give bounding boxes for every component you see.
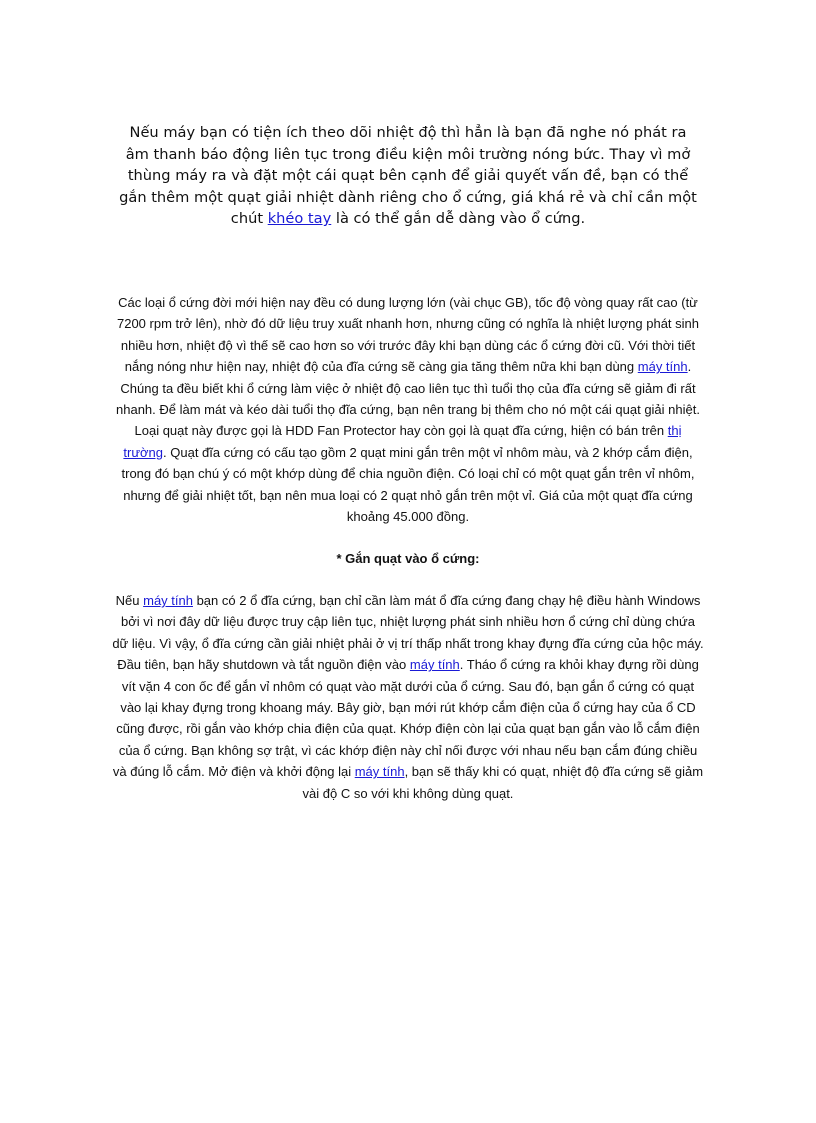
para1-text-3: . Quạt đĩa cứng có cấu tạo gồm 2 quạt mini gắn trên một vỉ nhôm màu, và 2 khớp cắm điện, trong đó bạn chú ý có một khớp dùng để chia nguồn điện. Có loại chỉ có một quạt gắn trên vỉ nhôm, nhưng để giải nhiệt tốt, bạn nên mua loại có 2 quạt nhỏ gắn trên một vỉ. Giá của một quạt đĩa cứng khoảng 45.000 đồng. [121, 444, 695, 525]
paragraph-install-fan [112, 590, 704, 804]
link-kheo-tay[interactable]: khéo tay [267, 210, 332, 227]
para2-text-1: Nếu [115, 593, 144, 608]
para2-text-3: . Tháo ổ cứng ra khỏi khay đựng rồi dùng vít vặn 4 con ốc để gắn vỉ nhôm có quạt vào mặt dưới của ổ cứng. Sau đó, bạn gắn ổ cứng có quạt vào lại khay đựng trong khoang máy. Bây giờ, bạn mới rút khớp cắm điện của ổ cứng hay của ổ CD cũng được, rồi gắn vào khớp chia điện của quạt. Khớp điện còn lại của quạt bạn gắn vào lỗ cắm điện của ổ cứng. Bạn không sợ trật, vì các khớp điện này chỉ nối được với nhau nếu bạn cắm đúng chiều và đúng lỗ cắm. Mở điện và khởi động lại [112, 657, 700, 780]
link-may-tinh[interactable]: máy tính [354, 764, 405, 780]
paragraph-hdd-heat [112, 292, 704, 527]
intro-text-2: là có thể gắn dễ dàng vào ổ cứng. [331, 210, 586, 227]
para1-text-1: Các loại ổ cứng đời mới hiện nay đều có dung lượng lớn (vài chục GB), tốc độ vòng quay rất cao (từ 7200 rpm trở lên), nhờ đó dữ liệu truy xuất nhanh hơn, nhưng cũng có nghĩa là nhiệt lượng phát sinh nhiều hơn, nhiệt độ vì thế sẽ cao hơn so với trước đây khi bạn dùng các ổ cứng đời cũ. Với thời tiết nắng nóng như hiện nay, nhiệt độ của đĩa cứng sẽ càng gia tăng thêm nữa khi bạn dùng [116, 295, 699, 375]
intro-paragraph [118, 122, 698, 230]
para2-text-2: bạn có 2 ổ đĩa cứng, bạn chỉ cần làm mát ổ đĩa cứng đang chạy hệ điều hành Windows bởi vì nơi đây dữ liệu được truy cập liên tục, nhiệt lượng phát sinh nhiều hơn ổ cứng chỉ dùng chứa dữ liệu. Vì vậy, ổ đĩa cứng cần giải nhiệt phải ở vị trí thấp nhất trong khay đựng đĩa cứng của hộc máy. Đầu tiên, bạn hãy shutdown và tắt nguồn điện vào [112, 593, 704, 673]
section-heading: * Gắn quạt vào ổ cứng: [336, 551, 480, 566]
link-may-tinh[interactable]: máy tính [409, 657, 460, 673]
link-may-tinh[interactable]: máy tính [637, 359, 688, 375]
para1-text-2: . Chúng ta đều biết khi ổ cứng làm việc ở nhiệt độ cao liên tục thì tuổi thọ của đĩa cứng sẽ giảm đi rất nhanh. Để làm mát và kéo dài tuổi thọ đĩa cứng, bạn nên trang bị thêm cho nó một cái quạt giải nhiệt. Loại quạt này được gọi là HDD Fan Protector hay còn gọi là quạt đĩa cứng, hiện có bán trên [116, 359, 700, 439]
para2-text-4: , bạn sẽ thấy khi có quạt, nhiệt độ đĩa cứng sẽ giảm vài độ C so với khi không dùng quạt. [302, 764, 704, 801]
intro-text-1: Nếu máy bạn có tiện ích theo dõi nhiệt độ thì hẳn là bạn đã nghe nó phát ra âm thanh báo động liên tục trong điều kiện môi trường nóng bức. Thay vì mở thùng máy ra và đặt một cái quạt bên cạnh để giải quyết vấn đề, bạn có thể gắn thêm một quạt giải nhiệt dành riêng cho ổ cứng, giá khá rẻ và chỉ cần một chút [119, 124, 697, 227]
link-may-tinh[interactable]: máy tính [143, 593, 193, 608]
link-thi-truong[interactable]: thị trường [123, 423, 682, 460]
